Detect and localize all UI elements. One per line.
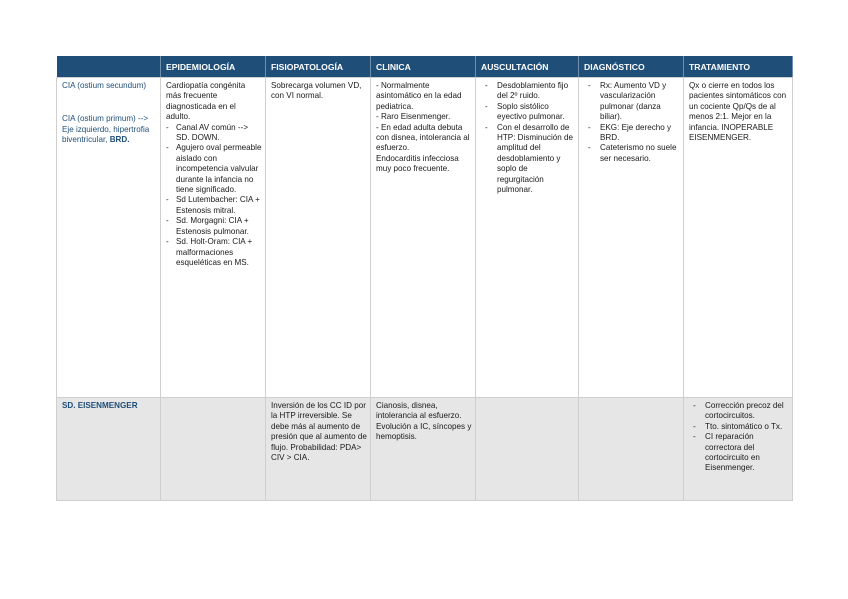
cia-auscultacion-cell xyxy=(476,78,579,398)
table-row-eisenmenger xyxy=(57,398,793,501)
cia-epidemiologia-cell xyxy=(161,78,266,398)
list-item: - Tto. sintomático o Tx. xyxy=(705,422,789,432)
cia-epi-list xyxy=(166,123,262,269)
list-item: - Agujero oval permeable aislado con incompetencia valvular durante la infancia no tiene significado. xyxy=(176,143,262,195)
list-item: - Soplo sistólico eyectivo pulmonar. xyxy=(497,102,575,123)
eisen-name-label: SD. EISENMENGER xyxy=(62,401,138,410)
header-row xyxy=(57,56,793,78)
cia-epi-intro: Cardiopatía congénita más frecuente diagnosticada en el adulto. xyxy=(166,81,246,122)
header-name xyxy=(57,56,161,78)
table-row-cia xyxy=(57,78,793,398)
header-epidemiologia: EPIDEMIOLOGÍA xyxy=(161,56,266,78)
list-item: - Con el desarrollo de HTP: Disminución de amplitud del desdoblamiento y soplo de regurgitación pulmonar. xyxy=(497,123,575,196)
eisen-clinica-cell xyxy=(371,398,476,501)
cia-ausc-list xyxy=(481,81,575,195)
header-clinica: CLINICA xyxy=(371,56,476,78)
list-item: - CI reparación correctora del cortocircuito en Eisenmenger. xyxy=(705,432,789,474)
eisen-fisiopatologia-cell xyxy=(266,398,371,501)
list-item: - Canal AV común --> SD. DOWN. xyxy=(176,123,262,144)
eisen-tratamiento-cell xyxy=(684,398,793,501)
list-item: - Desdoblamiento fijo del 2º ruido. xyxy=(497,81,575,102)
eisen-auscultacion-cell xyxy=(476,398,579,501)
cia-diagnostico-cell xyxy=(579,78,684,398)
cia-clinica-cell xyxy=(371,78,476,398)
cia-name-cell xyxy=(57,78,161,398)
cia-diag-list xyxy=(584,81,680,164)
cia-clinica-line: Endocarditis infecciosa muy poco frecuente. xyxy=(376,153,459,174)
list-item: - EKG: Eje derecho y BRD. xyxy=(600,123,680,144)
header-diagnostico: DIAGNÓSTICO xyxy=(579,56,684,78)
list-item: - Rx: Aumento VD y vascularización pulmonar (danza biliar). xyxy=(600,81,680,123)
eisen-name-cell xyxy=(57,398,161,501)
cia-primum-label xyxy=(62,114,157,145)
list-item: - Sd. Morgagni: CIA + Estenosis pulmonar. xyxy=(176,216,262,237)
cia-fisiopatologia-cell xyxy=(266,78,371,398)
cia-fisio-text: Sobrecarga volumen VD, con VI normal. xyxy=(271,81,362,101)
summary-table xyxy=(56,56,793,501)
header-fisiopatologia: FISIOPATOLOGÍA xyxy=(266,56,371,78)
list-item: - Cateterismo no suele ser necesario. xyxy=(600,143,680,164)
list-item: - Sd. Holt-Oram: CIA + malformaciones esqueléticas en MS. xyxy=(176,237,262,268)
eisen-fisio-text: Inversión de los CC ID por la HTP irreversible. Se debe más al aumento de presión que al aumento de flujo. Probabilidad: PDA> CIV > CIA. xyxy=(271,401,367,463)
cia-secundum-label: CIA (ostium secundum) xyxy=(62,81,147,90)
cia-tratamiento-cell xyxy=(684,78,793,398)
eisen-diagnostico-cell xyxy=(579,398,684,501)
cia-primum-text: CIA (ostium primum) --> Eje izquierdo, hipertrofia biventricular, xyxy=(62,114,150,145)
cia-trat-text: Qx o cierre en todos los pacientes sintomáticos con un cociente Qp/Qs de al menos 2:1. Mejor en la infancia. INOPERABLE EISENMENGER. xyxy=(689,81,787,143)
list-item: - Corrección precoz del cortocircuitos. xyxy=(705,401,789,422)
eisen-epidemiologia-cell xyxy=(161,398,266,501)
list-item: - Sd Lutembacher: CIA + Estenosis mitral. xyxy=(176,195,262,216)
header-auscultacion: AUSCULTACIÓN xyxy=(476,56,579,78)
cia-primum-brd: BRD. xyxy=(109,135,130,145)
cia-clinica-line: - Normalmente asintomático en la edad pediatrica. xyxy=(376,81,462,111)
cia-clinica-line: - Raro Eisenmenger. xyxy=(376,112,451,122)
cia-clinica-line: - En edad adulta debuta con disnea, intolerancia al esfuerzo. xyxy=(376,122,470,153)
header-tratamiento: TRATAMIENTO xyxy=(684,56,793,78)
eisen-clinica-text: Cianosis, disnea, intolerancia al esfuerzo. Evolución a IC, síncopes y hemoptisis. xyxy=(376,401,472,442)
eisen-trat-list xyxy=(689,401,789,474)
